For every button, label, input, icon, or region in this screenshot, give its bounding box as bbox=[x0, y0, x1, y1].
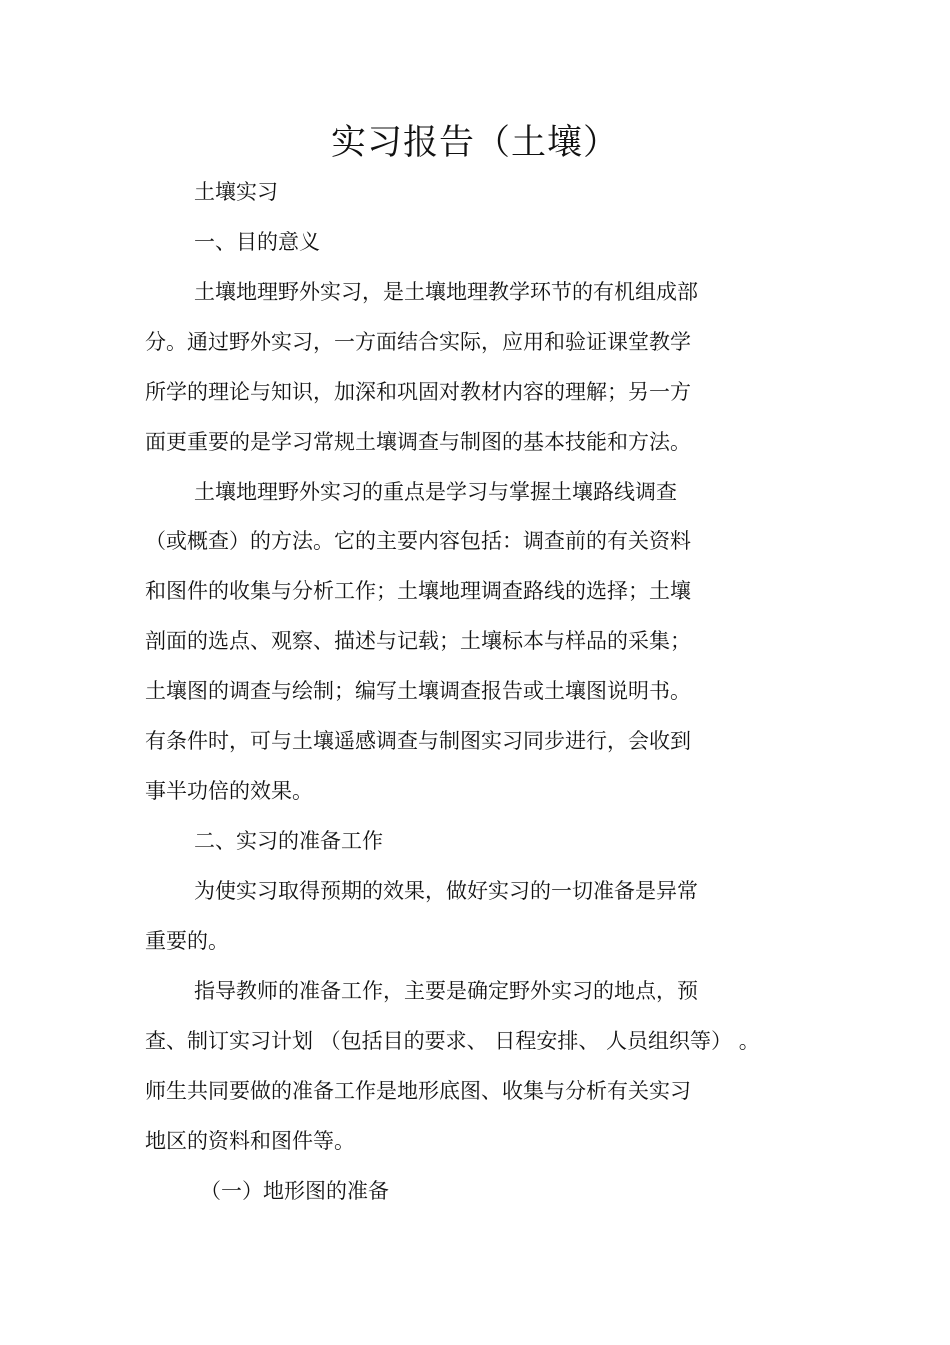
section-heading: 一、目的意义 bbox=[194, 230, 320, 254]
paragraph-line: 为使实习取得预期的效果，做好实习的一切准备是异常 bbox=[194, 879, 698, 903]
paragraph-line: 和图件的收集与分析工作；土壤地理调查路线的选择；土壤 bbox=[145, 579, 691, 603]
paragraph-line: 所学的理论与知识，加深和巩固对教材内容的理解；另一方 bbox=[145, 380, 691, 404]
paragraph-line: 土壤地理野外实习的重点是学习与掌握土壤路线调查 bbox=[194, 480, 677, 504]
paragraph-line: 查、制订实习计划 （包括目的要求、 日程安排、 人员组织等） 。 bbox=[145, 1029, 760, 1053]
section-heading: 二、实习的准备工作 bbox=[194, 829, 383, 853]
document-title: 实习报告（土壤） bbox=[330, 123, 619, 163]
paragraph-line: 有条件时，可与土壤遥感调查与制图实习同步进行，会收到 bbox=[145, 729, 691, 753]
paragraph-line: 指导教师的准备工作，主要是确定野外实习的地点，预 bbox=[194, 979, 698, 1003]
paragraph-line: 剖面的选点、观察、描述与记载；土壤标本与样品的采集； bbox=[145, 629, 691, 653]
paragraph-line: （或概查）的方法。它的主要内容包括：调查前的有关资料 bbox=[145, 529, 691, 553]
paragraph-line: 师生共同要做的准备工作是地形底图、收集与分析有关实习 bbox=[145, 1079, 691, 1103]
paragraph-line: 分。通过野外实习，一方面结合实际，应用和验证课堂教学 bbox=[145, 330, 691, 354]
paragraph-line: 地区的资料和图件等。 bbox=[145, 1129, 355, 1153]
subsection-heading: （一）地形图的准备 bbox=[200, 1179, 389, 1203]
paragraph-line: 事半功倍的效果。 bbox=[145, 779, 313, 803]
paragraph-line: 土壤地理野外实习，是土壤地理教学环节的有机组成部 bbox=[194, 280, 698, 304]
paragraph-line: 重要的。 bbox=[145, 929, 229, 953]
subject-line: 土壤实习 bbox=[194, 180, 278, 204]
paragraph-line: 面更重要的是学习常规土壤调查与制图的基本技能和方法。 bbox=[145, 430, 691, 454]
paragraph-line: 土壤图的调查与绘制；编写土壤调查报告或土壤图说明书。 bbox=[145, 679, 691, 703]
